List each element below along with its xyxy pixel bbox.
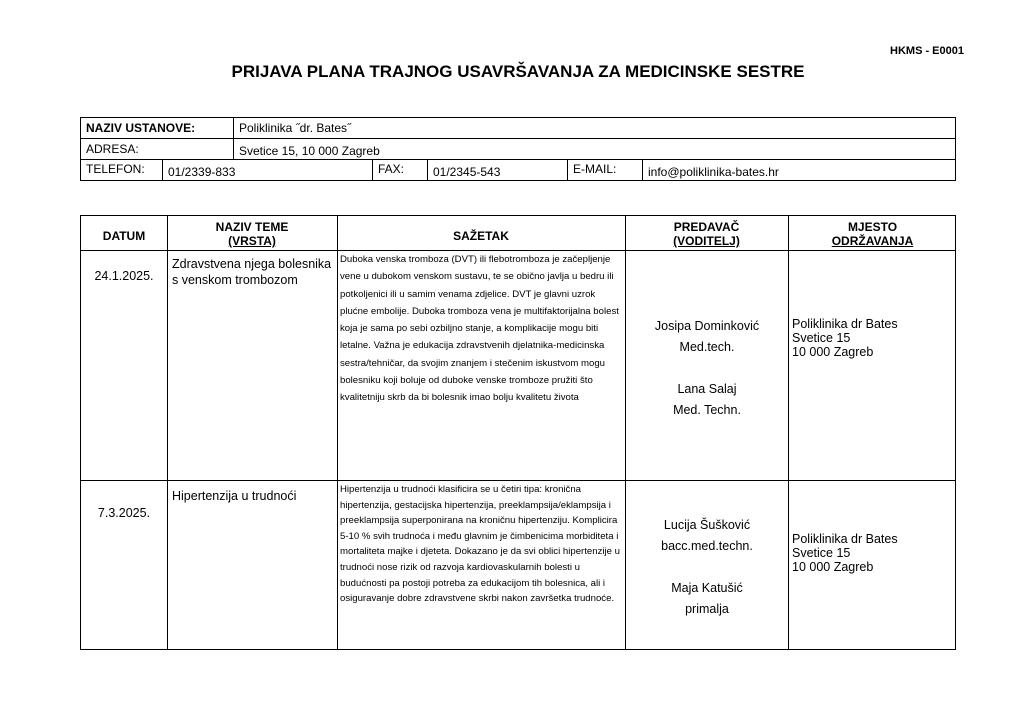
header-place: MJESTO ODRŽAVANJA: [831, 220, 914, 248]
row-divider: [81, 480, 955, 481]
row2-topic: Hipertenzija u trudnoći: [172, 489, 297, 503]
row1-summary: Duboka venska tromboza (DVT) ili flebotromboza je začepljenje vene u dubokom venskom sustavu, te se obično javlja u bedru ili potkoljenici ili u samim venama zdjelice. DVT je glavni uzrok plućne embolije. Duboka tromboza vena je multifaktorijalna bolest koja je sama po sebi ozbiljno stanje, a komplikacije mogu biti letalne. Važna je edukacija zdravstvenih djelatnika-medicinska sestra/tehničar, da svojim znanjem i stečenim iskustvom mogu bolesniku koji boluje od duboke venske tromboze pružiti što kvalitetniju skrb da bi bolesnik imao bolju kvalitetu života: [340, 254, 619, 404]
row1-lecturer2-title: Med. Techn.: [673, 403, 741, 417]
document-code: HKMS - E0001: [890, 45, 964, 57]
institution-contact-row: [81, 160, 955, 181]
row1-lecturer1-name: Josipa Dominković: [654, 319, 760, 333]
document-title: PRIJAVA PLANA TRAJNOG USAVRŠAVANJA ZA MEDICINSKE SESTRE: [231, 62, 805, 81]
row1-lecturer2-name: Lana Salaj: [677, 382, 737, 396]
education-plan-table: [80, 215, 956, 650]
row2-lecturer: [626, 515, 788, 620]
institution-address-label: ADRESA:: [81, 139, 234, 159]
institution-name-value: Poliklinika ˝dr. Bates˝: [239, 121, 352, 135]
header-summary: SAŽETAK: [453, 229, 509, 243]
row1-topic: Zdravstvena njega bolesnika s venskom trombozom: [172, 257, 332, 287]
row2-lecturer1-title: bacc.med.techn.: [661, 539, 753, 553]
row1-place-line2: Svetice 15: [792, 331, 851, 345]
email-value: info@poliklinika-bates.hr: [648, 165, 779, 179]
email-label: E-MAIL:: [568, 160, 643, 181]
institution-address-row: [81, 139, 955, 160]
row2-lecturer2-name: Maja Katušić: [671, 581, 743, 595]
row2-summary: Hipertenzija u trudnoći klasificira se u četiri tipa: kronična hipertenzija, gestacijska hipertenzija, preeklampsija/eklampsija i preeklampsija superponirana na kroničnu hipertenziju. Komplicira 5-10 % svih trudnoća i među glavnim je čimbenicima morbiditeta i mortaliteta majke i djeteta. Dokazano je da svi oblici hipertenzije u trudnoći nose rizik od razvoja kardiovaskularnih bolesti u budućnosti pa postoji potreba za edukacijom tih bolesnica, ali i osiguravanje dobre zdravstvene skrbi nakon završetka trudnoće.: [340, 484, 620, 605]
header-topic: NAZIV TEME (VRSTA): [215, 220, 289, 248]
row1-date: 24.1.2025.: [94, 269, 154, 283]
row2-place-line3: 10 000 Zagreb: [792, 560, 874, 574]
row1-place-line3: 10 000 Zagreb: [792, 345, 874, 359]
institution-name-row: [81, 118, 955, 139]
row1-lecturer: [626, 316, 788, 421]
row2-date: 7.3.2025.: [97, 506, 151, 520]
institution-name-label: NAZIV USTANOVE:: [81, 118, 234, 138]
row1-place-line1: Poliklinika dr Bates: [792, 317, 898, 331]
spacer: [626, 557, 788, 578]
row2-place-line2: Svetice 15: [792, 546, 851, 560]
row1-lecturer1-title: Med.tech.: [679, 340, 735, 354]
phone-label: TELEFON:: [81, 160, 163, 181]
row2-place: [789, 532, 957, 574]
header-date: DATUM: [102, 229, 146, 243]
fax-label: FAX:: [373, 160, 428, 181]
row2-place-line1: Poliklinika dr Bates: [792, 532, 898, 546]
phone-value: 01/2339-833: [163, 160, 373, 181]
column-divider: [788, 216, 789, 649]
institution-address-value: Svetice 15, 10 000 Zagreb: [239, 144, 380, 158]
row1-place: [789, 317, 957, 359]
row2-lecturer1-name: Lucija Šušković: [663, 518, 751, 532]
fax-value: 01/2345-543: [428, 160, 568, 181]
institution-info-table: [80, 117, 956, 181]
header-lecturer: PREDAVAČ (VODITELJ): [673, 220, 740, 248]
spacer: [626, 358, 788, 379]
row2-lecturer2-title: primalja: [685, 602, 729, 616]
